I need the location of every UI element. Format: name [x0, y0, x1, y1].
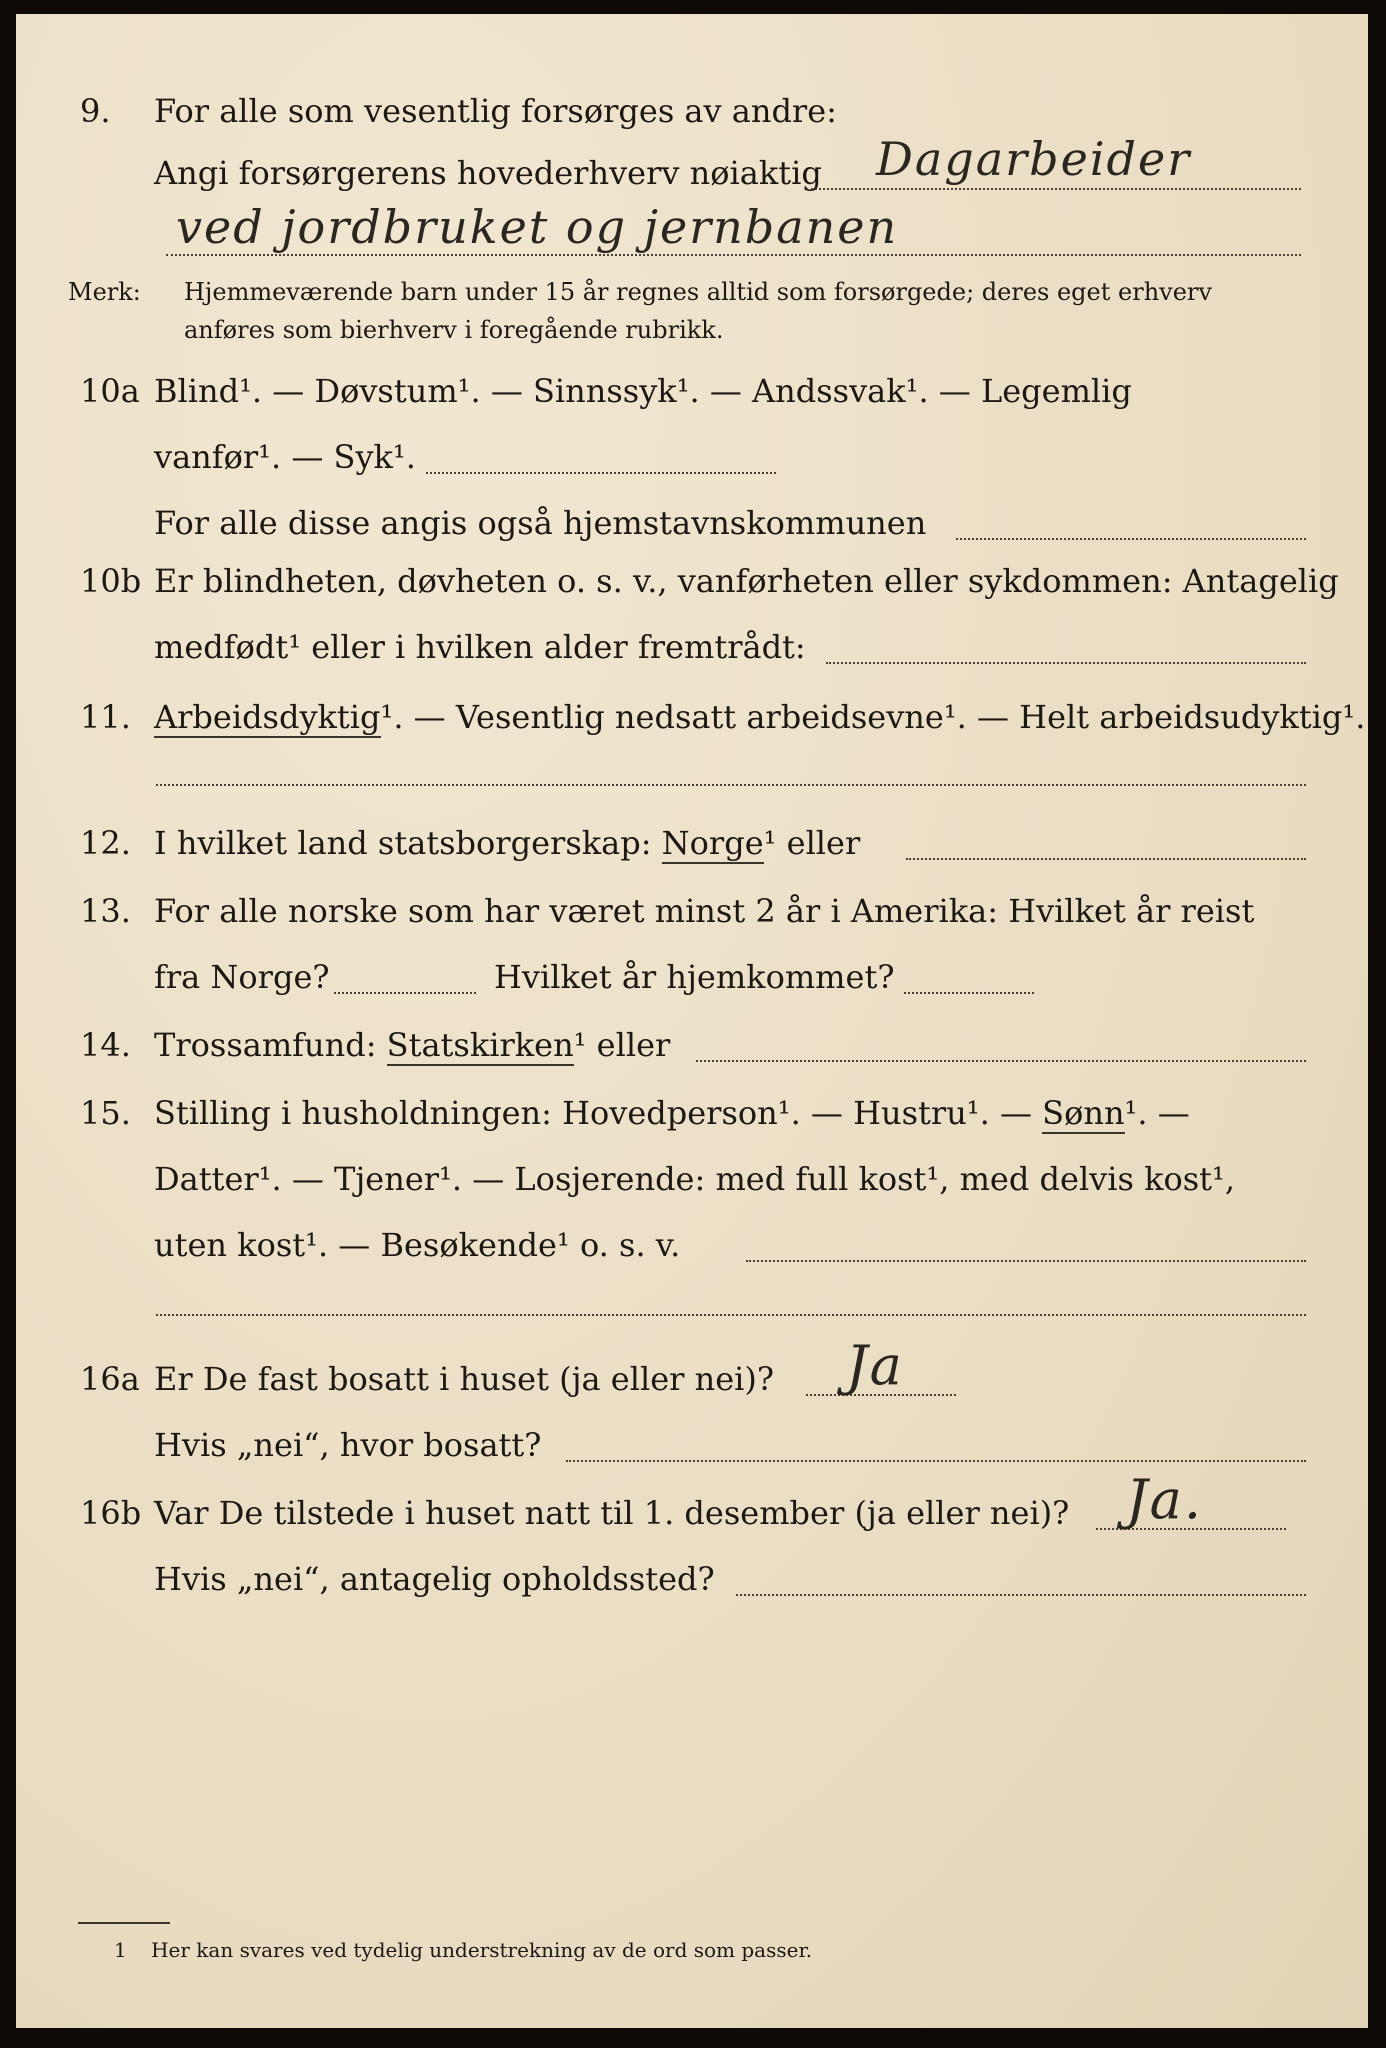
census-form-page: [16, 14, 1368, 2028]
q16a-text-line2: Hvis „nei“, hvor bosatt?: [154, 1426, 542, 1464]
q10a-answer-line: [426, 472, 776, 474]
q15-extra-line: [156, 1314, 1306, 1316]
q10a-line3: [16, 504, 1368, 548]
q13-text-line2a: fra Norge?: [154, 958, 330, 996]
footnote: [114, 1938, 812, 1962]
q15-number: 15.: [80, 1094, 131, 1132]
q9-line2: [16, 132, 1368, 198]
q9-text-line1: For alle som vesentlig forsørges av andre:: [154, 92, 837, 130]
q14-text: [154, 1026, 670, 1064]
q12-text-b: ¹ eller: [763, 824, 861, 862]
q16b-number: 16b: [80, 1494, 142, 1532]
q10b-line2: [16, 628, 1368, 672]
q14-answer-line: [696, 1060, 1306, 1062]
q9-line3: [16, 200, 1368, 264]
q10b-answer-line: [826, 662, 1306, 664]
q11-number: 11.: [80, 698, 131, 736]
q12-line: [16, 824, 1368, 868]
q13-number: 13.: [80, 892, 131, 930]
q9-answer-line2: [166, 254, 1301, 256]
q14-number: 14.: [80, 1026, 131, 1064]
q16b-handwritten-answer: Ja.: [1126, 1468, 1204, 1531]
merk-text-line1: Hjemmeværende barn under 15 år regnes alltid som forsørgede; deres eget erhverv: [184, 278, 1212, 306]
q15-answer-line: [746, 1260, 1306, 1262]
q10a-line2: [16, 438, 1368, 482]
q11-underlined-option: Arbeidsdyktig: [154, 698, 381, 736]
q10a-hometown-line: [956, 538, 1306, 540]
footnote-mark: 1: [114, 1938, 127, 1962]
q12-number: 12.: [80, 824, 131, 862]
merk-label: Merk:: [68, 278, 141, 306]
q10a-text-line1: Blind¹. — Døvstum¹. — Sinnssyk¹. — Andssvak¹. — Legemlig: [154, 372, 1132, 410]
q16b-line1: [16, 1468, 1368, 1538]
q12-text-a: I hvilket land statsborgerskap:: [154, 824, 652, 862]
q9-text-line2: Angi forsørgerens hovederhverv nøiaktig: [154, 154, 822, 192]
q16a-handwritten-answer: Ja: [846, 1334, 904, 1397]
q16a-bosatt-line: [566, 1460, 1306, 1462]
q16a-text-line1: Er De fast bosatt i huset (ja eller nei)?: [154, 1360, 775, 1398]
q15-text-line3: uten kost¹. — Besøkende¹ o. s. v.: [154, 1226, 681, 1264]
q13-line2: [16, 958, 1368, 1002]
q10a-text-line2: vanfør¹. — Syk¹.: [154, 438, 416, 476]
q10a-text-line3: For alle disse angis også hjemstavnskommunen: [154, 504, 927, 542]
q16b-opholdssted-line: [736, 1594, 1306, 1596]
q9-handwritten-answer1: Dagarbeider: [876, 132, 1192, 186]
q9-number: 9.: [80, 92, 111, 130]
q12-underlined-norge: Norge: [661, 824, 764, 862]
q16b-text-line2: Hvis „nei“, antagelig opholdssted?: [154, 1560, 715, 1598]
q10a-number: 10a: [80, 372, 140, 410]
q13-text-line1: For alle norske som har været minst 2 år i Amerika: Hvilket år reist: [154, 892, 1255, 930]
q14-line: [16, 1026, 1368, 1070]
merk-text-line2: anføres som bierhverv i foregående rubrikk.: [184, 316, 724, 344]
q11-text: [154, 698, 1365, 736]
q15-line3: [16, 1226, 1368, 1270]
q15-text-line1a: Stilling i husholdningen: Hovedperson¹. — Hustru¹. —: [154, 1094, 1032, 1132]
q11-text-rest: ¹. — Vesentlig nedsatt arbeidsevne¹. — Helt arbeidsudyktig¹.: [380, 698, 1366, 736]
q9-answer-line1: [806, 188, 1301, 190]
q12-answer-line: [906, 858, 1306, 860]
q14-text-b: ¹ eller: [573, 1026, 671, 1064]
q16b-line2: [16, 1560, 1368, 1604]
q10b-text-line2: medfødt¹ eller i hvilken alder fremtrådt:: [154, 628, 806, 666]
q10b-number: 10b: [80, 562, 142, 600]
q13-hjemkommet-line: [904, 992, 1034, 994]
q10b-text-line1: Er blindheten, døvheten o. s. v., vanførheten eller sykdommen: Antagelig: [154, 562, 1339, 600]
footnote-text: Her kan svares ved tydelig understrekning av de ord som passer.: [151, 1938, 813, 1962]
q15-text-line1: [154, 1094, 1190, 1132]
q16a-line2: [16, 1426, 1368, 1470]
q14-text-a: Trossamfund:: [154, 1026, 377, 1064]
q13-reist-line: [334, 992, 476, 994]
q15-text-line1b: ¹. —: [1124, 1094, 1190, 1132]
q11-answer-line: [156, 784, 1306, 786]
q9-handwritten-answer2: ved jordbruket og jernbanen: [176, 200, 899, 254]
q16a-number: 16a: [80, 1360, 140, 1398]
q12-text: [154, 824, 860, 862]
q15-underlined-sonn: Sønn: [1042, 1094, 1125, 1132]
q15-text-line2: Datter¹. — Tjener¹. — Losjerende: med full kost¹, med delvis kost¹,: [154, 1160, 1236, 1198]
q16a-line1: [16, 1334, 1368, 1404]
q16b-text-line1: Var De tilstede i huset natt til 1. desember (ja eller nei)?: [154, 1494, 1070, 1532]
q13-text-line2b: Hvilket år hjemkommet?: [494, 958, 895, 996]
q14-underlined-statskirken: Statskirken: [386, 1026, 574, 1064]
footnote-rule: [78, 1922, 170, 1924]
